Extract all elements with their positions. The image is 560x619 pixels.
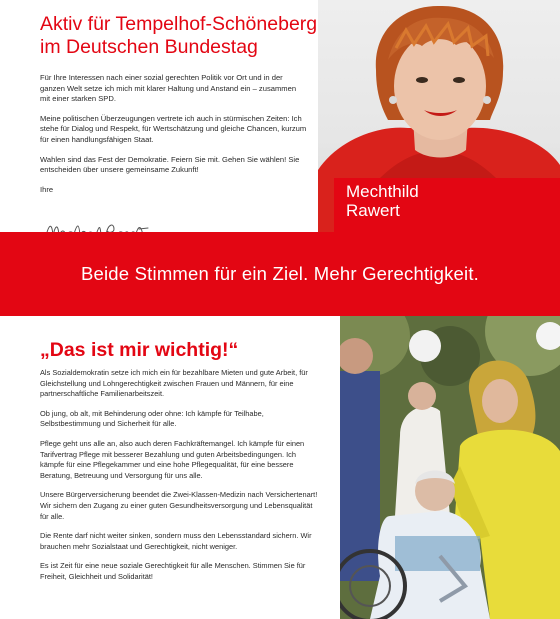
slogan-banner bbox=[0, 232, 560, 316]
intro-paragraph: Meine politischen Überzeugungen vertrete ich auch in stürmischen Zeiten: Ich stehe für Dialog und Respekt, für Wertschätzung und gleiche Chancen, kurzum für einen handlungsfähigen Staat. bbox=[40, 113, 307, 144]
candidate-last-name: Rawert bbox=[346, 201, 400, 220]
closing-word: Ihre bbox=[40, 184, 54, 194]
body-paragraph: Es ist Zeit für eine neue soziale Gerechtigkeit für alle Menschen. Stimmen Sie für Freiheit, Gleichheit und Solidarität! bbox=[40, 561, 306, 581]
intro-paragraph: Wahlen sind das Fest der Demokratie. Feiern Sie mit. Gehen Sie wählen! Sie entscheiden über unsere gemeinsame Zukunft! bbox=[40, 154, 300, 175]
title-line-2: im Deutschen Bundestag bbox=[40, 36, 258, 58]
intro-text bbox=[40, 73, 308, 201]
campaign-photo bbox=[340, 316, 560, 619]
body-paragraph: Als Sozialdemokratin setze ich mich ein für bezahlbare Mieten und gute Arbeit, für Gleichstellung und Lohngerechtigkeit zwischen Frauen und Männern, für eine partnerschaftliche Familienarbeitszeit. bbox=[40, 368, 308, 399]
top-section bbox=[0, 0, 560, 232]
page-title bbox=[40, 13, 340, 59]
intro-paragraph: Für Ihre Interessen nach einer sozial gerechten Politik vor Ort und in der ganzen Welt setze ich mich mit klarer Haltung und Anstand ein – zusammen mit einer starken SPD. bbox=[40, 73, 297, 104]
body-paragraph: Die Rente darf nicht weiter sinken, sondern muss den Lebensstandard sichern. Wir brauchen mehr Sozialstaat und Gerechtigkeit, nicht weniger. bbox=[40, 531, 312, 551]
slogan-text: Beide Stimmen für ein Ziel. Mehr Gerechtigkeit. bbox=[80, 263, 480, 284]
body-paragraph: Ob jung, ob alt, mit Behinderung oder ohne: Ich kämpfe für Teilhabe, Selbstbestimmung und Sicherheit für alle. bbox=[40, 408, 264, 429]
title-line-1: Aktiv für Tempelhof-Schöneberg bbox=[40, 13, 318, 35]
body-paragraph: Pflege geht uns alle an, also auch deren Fachkräftemangel. Ich kämpfe für einen Tarifvertrag Pflege mit besserer Bezahlung und guten Arbeitsbedingungen. Ich kämpfe für eine Pflegekammer und eine hohe Pflegequalität, für eine bessere Beratung, Betreuung und Versorgung für uns alle. bbox=[40, 438, 305, 480]
section-heading: „Das ist mir wichtig!“ bbox=[40, 339, 239, 361]
section-body bbox=[40, 368, 320, 592]
body-paragraph: Unsere Bürgerversicherung beendet die Zwei-Klassen-Medizin nach Versichertenart! Wir sichern den Zugang zu einer guten Gesundheitsversorgung und Lebensqualität für alle. bbox=[40, 490, 318, 521]
candidate-first-name: Mechthild bbox=[346, 182, 419, 201]
candidate-name bbox=[346, 182, 419, 220]
